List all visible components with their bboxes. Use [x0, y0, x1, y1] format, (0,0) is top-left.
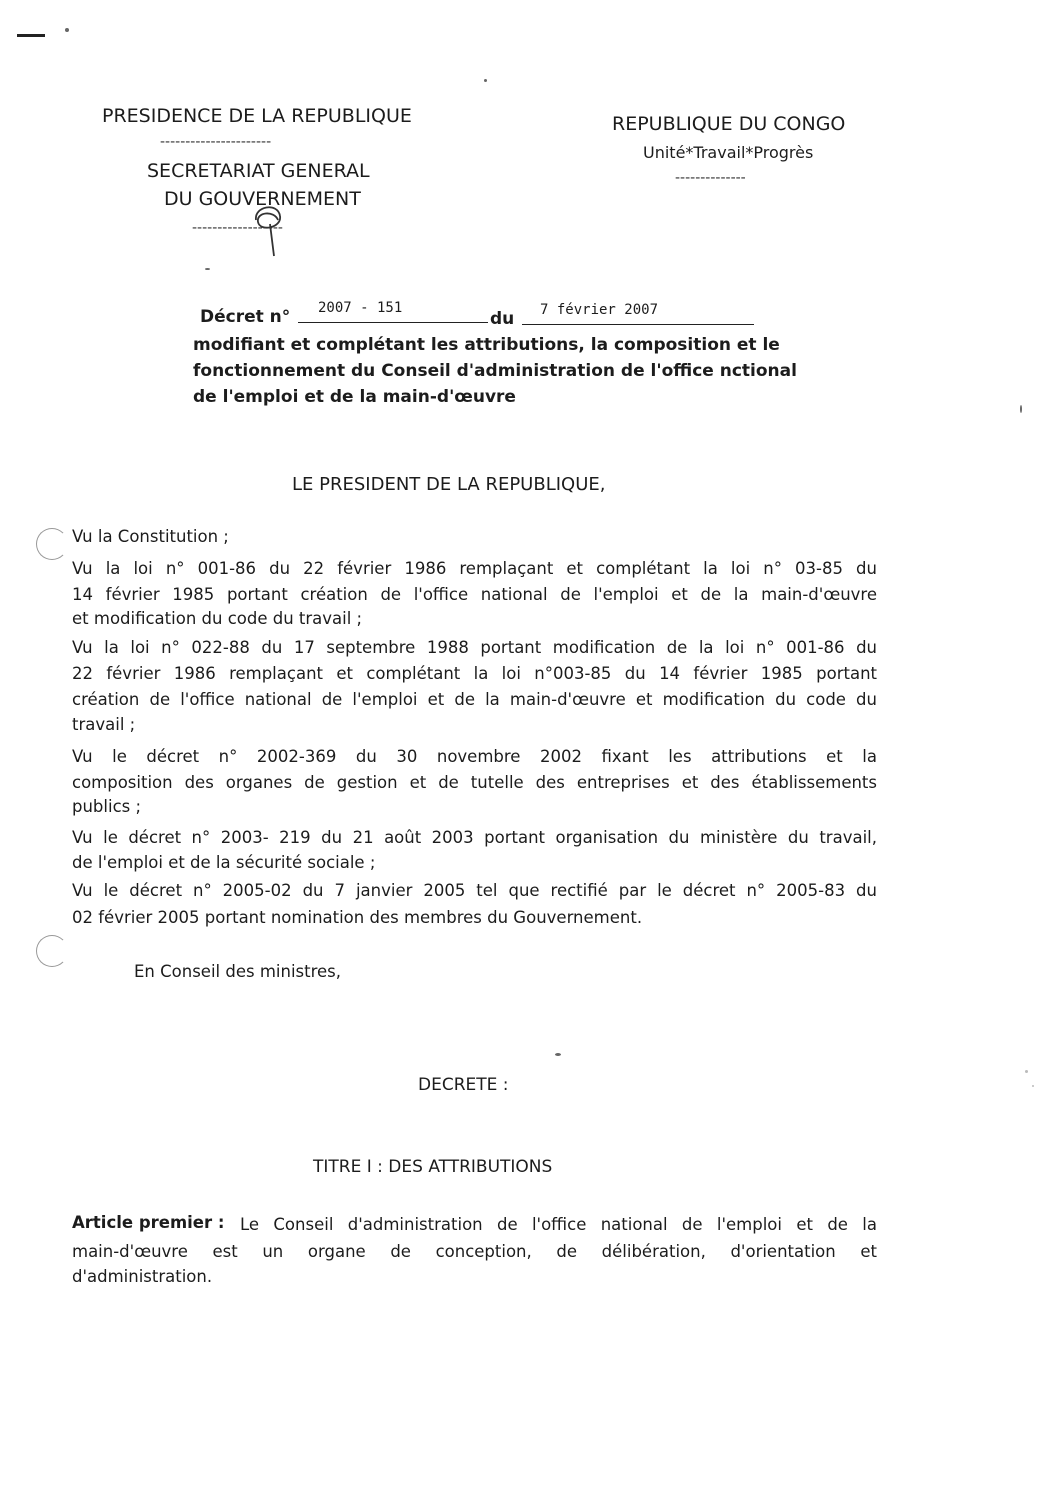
visa-line: Vu le décret n° 2002-369 du 30 novembre 2002 fixant les attributions et la — [72, 747, 877, 766]
decree-number-underline — [298, 322, 488, 323]
visa-line: composition des organes de gestion et de tutelle des entreprises et des établissements — [72, 773, 877, 792]
republique-heading: REPUBLIQUE DU CONGO — [612, 113, 846, 135]
motto: Unité*Travail*Progrès — [643, 143, 814, 162]
visa-line: de l'emploi et de la sécurité sociale ; — [72, 853, 376, 872]
visa-line: travail ; — [72, 715, 136, 734]
punch-hole-mark — [36, 935, 68, 967]
scan-speck — [205, 268, 210, 270]
visa-line: création de l'office national de l'emploi et de la main-d'œuvre et modification du code du — [72, 690, 877, 709]
scan-speck — [1032, 1085, 1034, 1087]
decree-subject-line-1: modifiant et complétant les attributions, la composition et le — [193, 335, 780, 355]
article-line-1: Le Conseil d'administration de l'office national de l'emploi et de la — [240, 1215, 877, 1234]
visa-line: Vu le décret n° 2005-02 du 7 janvier 2005 tel que rectifié par le décret n° 2005-83 du — [72, 881, 877, 900]
scan-speck — [1020, 405, 1022, 413]
president-heading: LE PRESIDENT DE LA REPUBLIQUE, — [292, 474, 606, 495]
article-line-2: main-d'œuvre est un organe de conception, de délibération, d'orientation et — [72, 1242, 877, 1261]
decree-subject-line-3: de l'emploi et de la main-d'œuvre — [193, 387, 516, 407]
visa-line: 22 février 1986 remplaçant et complétant la loi n°003-85 du 14 février 1985 portant — [72, 664, 877, 683]
scan-speck — [1025, 1070, 1028, 1073]
visa-line: 02 février 2005 portant nomination des membres du Gouvernement. — [72, 908, 643, 927]
article-line-3: d'administration. — [72, 1267, 213, 1286]
decree-subject-line-2: fonctionnement du Conseil d'administration de l'office nctional — [193, 361, 797, 381]
article-label: Article premier : — [72, 1213, 225, 1232]
visa-line: Vu la Constitution ; — [72, 527, 229, 546]
scan-speck — [484, 79, 487, 82]
punch-hole-mark — [36, 528, 68, 560]
decree-number: 2007 - 151 — [318, 300, 403, 316]
presidence-heading: PRESIDENCE DE LA REPUBLIQUE — [102, 105, 412, 127]
scan-speck — [65, 28, 69, 32]
header-left-separator-2: ------------------ — [192, 220, 283, 236]
titre-heading: TITRE I : DES ATTRIBUTIONS — [313, 1157, 553, 1177]
decrete-heading: DECRETE : — [418, 1075, 509, 1095]
decree-label: Décret n° — [200, 307, 291, 327]
visa-line: Vu la loi n° 001-86 du 22 février 1986 remplaçant et complétant la loi n° 03-85 du — [72, 559, 877, 578]
decree-du: du — [490, 309, 515, 329]
secretariat-heading: SECRETARIAT GENERAL — [147, 160, 370, 182]
signature-mark — [248, 198, 298, 258]
scan-speck — [555, 1053, 561, 1056]
visa-line: 14 février 1985 portant création de l'office national de l'emploi et de la main-d'œuvre — [72, 585, 877, 604]
decree-date: 7 février 2007 — [540, 302, 659, 318]
visa-line: publics ; — [72, 797, 142, 816]
header-right-separator: -------------- — [675, 170, 746, 186]
header-left-separator: ---------------------- — [160, 134, 272, 150]
gouvernement-heading: DU GOUVERNEMENT — [164, 188, 361, 210]
visa-line: et modification du code du travail ; — [72, 609, 363, 628]
council-line: En Conseil des ministres, — [134, 962, 342, 981]
visa-line: Vu le décret n° 2003- 219 du 21 août 2003 portant organisation du ministère du travail, — [72, 828, 877, 847]
decree-date-underline — [522, 324, 754, 325]
visa-line: Vu la loi n° 022-88 du 17 septembre 1988 portant modification de la loi n° 001-86 du — [72, 638, 877, 657]
scan-mark — [17, 34, 45, 37]
